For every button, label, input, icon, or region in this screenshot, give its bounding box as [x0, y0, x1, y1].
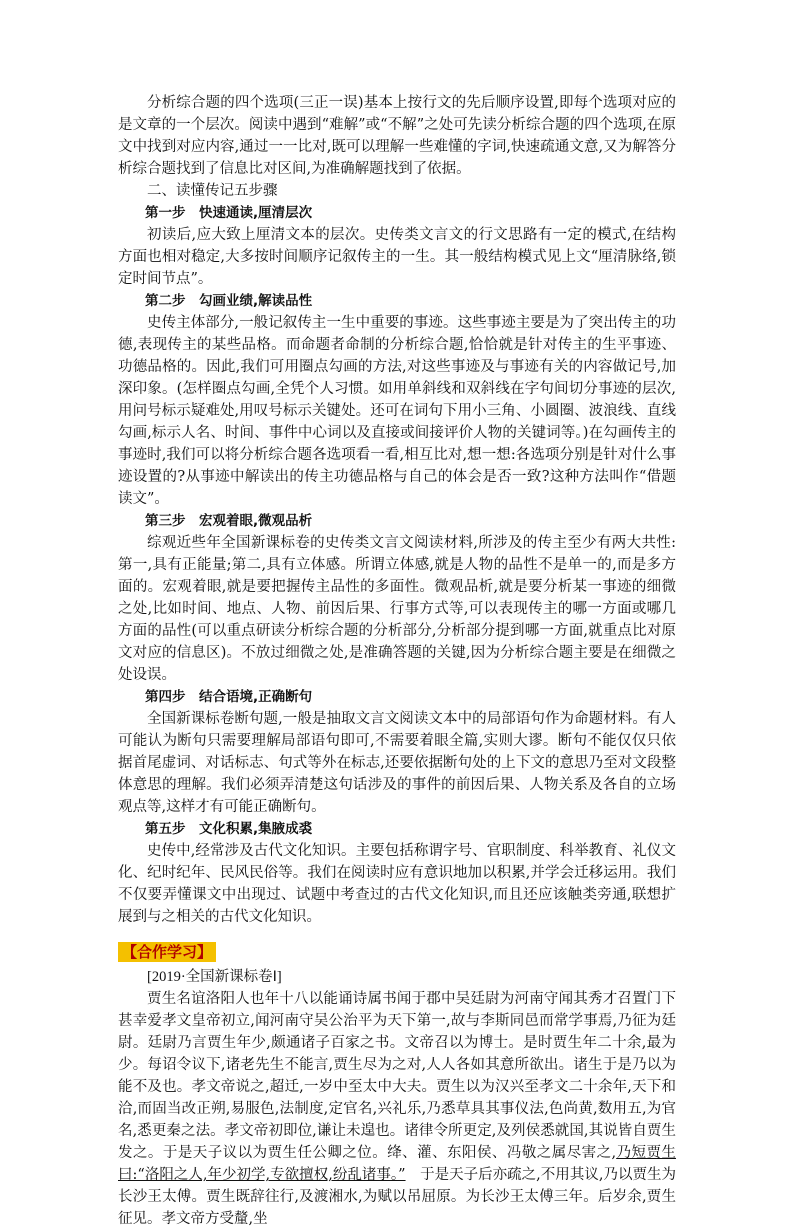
passage-text-a: 贾生名谊洛阳人也年十八以能诵诗属书闻于郡中吴廷尉为河南守闻其秀才召置门下甚幸爱孝文皇帝初立,闻河南守吴公治平为天下第一,故与李斯同邑而常学事焉,乃征为廷尉。廷尉乃言贾生年少,颇通诸子百家之书。文帝召以为博士。是时贾生年二十余,最为少。每诏令议下,诸老先生不能言,贾生尽为之对,人人各如其意所欲出。诸生于是乃以为能不及也。孝文帝说之,超迁,一岁中至太中大夫。贾生以为汉兴至孝文二十余年,天下和洽,而固当改正朔,易服色,法制度,定官名,兴礼乐,乃悉草具其事仪法,色尚黄,数用五,为官名,悉更秦之法。孝文帝初即位,谦让未遑也。诸律令所更定,及列侯悉就国,其说皆自贾生发之。于是天子议以为贾生任公卿之位。绛、灌、东阳侯、冯敬之属尽害之, — [118, 991, 676, 1161]
cooperative-learning-badge: 【合作学习】 — [118, 942, 216, 962]
cooperative-learning-header — [118, 942, 676, 964]
step-4-heading: 第四步 结合语境,正确断句 — [145, 689, 313, 705]
classical-passage — [118, 988, 676, 1230]
step-5-body: 史传中,经常涉及古代文化知识。主要包括称谓字号、官职制度、科举教育、礼仪文化、纪时纪年、民风民俗等。我们在阅读时应有意识地加以积累,并学会迁移运用。我们不仅要弄懂课文中出现过、试题中考查过的古代文化知识,而且还应该触类旁通,联想扩展到与之相关的古代文化知识。 — [118, 843, 676, 925]
step-1-heading: 第一步 快速通读,厘清层次 — [145, 205, 313, 221]
passage-source: [2019·全国新课标卷Ⅰ] — [147, 969, 282, 985]
document-page — [118, 92, 676, 1230]
section-heading-five-steps: 二、读懂传记五步骤 — [147, 183, 278, 199]
step-5-heading: 第五步 文化积累,集腋成裘 — [145, 821, 313, 837]
step-2-heading: 第二步 勾画业绩,解读品性 — [145, 293, 313, 309]
passage-underlined-sentence: 乃短贾生曰:“洛阳之人,年少初学,专欲擅权,纷乱诸事。” — [118, 1145, 676, 1183]
intro-paragraph: 分析综合题的四个选项(三正一误)基本上按行文的先后顺序设置,即每个选项对应的是文章的一个层次。阅读中遇到“难解”或“不解”之处可先读分析综合题的四个选项,在原文中找到对应内容,通过一一比对,既可以理解一些难懂的字词,快速疏通文意,又为解答分析综合题找到了信息比对区间,为准确解题找到了依据。 — [118, 95, 676, 177]
step-3-heading: 第三步 宏观着眼,微观品析 — [145, 513, 313, 529]
step-2-body: 史传主体部分,一般记叙传主一生中重要的事迹。这些事迹主要是为了突出传主的功德,表现传主的某些品格。而命题者命制的分析综合题,恰恰就是针对传主的生平事迹、功德品格的。因此,我们可用圈点勾画的方法,对这些事迹及与事迹有关的内容做记号,加深印象。(怎样圈点勾画,全凭个人习惯。如用单斜线和双斜线在字句间切分事迹的层次,用问号标示疑难处,用叹号标示关键处。还可在词句下用小三角、小圆圈、波浪线、直线勾画,标示人名、时间、事件中心词以及直接或间接评价人物的关键词等。)在勾画传主的事迹时,我们可以将分析综合题各选项看一看,相互比对,想一想:各选项分别是针对什么事迹设置的?从事迹中解读出的传主功德品格与自己的体会是否一致?这种方法叫作“借题读文”。 — [118, 315, 676, 507]
passage-text-b: 于是天子后亦疏之,不用其议,乃以贾生为长沙王太傅。贾生既辞往行,及渡湘水,为赋以吊屈原。为长沙王太傅三年。后岁余,贾生征见。孝文帝方受釐,坐 — [118, 1167, 677, 1227]
step-3-body: 综观近些年全国新课标卷的史传类文言文阅读材料,所涉及的传主至少有两大共性:第一,具有正能量;第二,具有立体感。所谓立体感,就是人物的品性不是单一的,而是多方面的。宏观着眼,就是要把握传主品性的多面性。微观品析,就是要分析某一事迹的细微之处,比如时间、地点、人物、前因后果、行事方式等,可以表现传主的哪一方面或哪几方面的品性(可以重点研读分析综合题的分析部分,分析部分提到哪一方面,就重点比对原文对应的信息区)。不放过细微之处,是准确答题的关键,因为分析综合题主要是在细微之处设误。 — [118, 535, 676, 683]
step-1-body: 初读后,应大致上厘清文本的层次。史传类文言文的行文思路有一定的模式,在结构方面也相对稳定,大多按时间顺序记叙传主的一生。其一般结构模式见上文“厘清脉络,锁定时间节点”。 — [118, 227, 676, 287]
step-4-body: 全国新课标卷断句题,一般是抽取文言文阅读文本中的局部语句作为命题材料。有人可能认为断句只需要理解局部语句即可,不需要着眼全篇,实则大谬。断句不能仅仅只依据首尾虚词、对话标志、句式等外在标志,还要依据断句处的上下文的意思乃至对文段整体意思的理解。我们必须弄清楚这句话涉及的事件的前因后果、人物关系及各自的立场观点等,这样才有可能正确断句。 — [118, 711, 676, 815]
